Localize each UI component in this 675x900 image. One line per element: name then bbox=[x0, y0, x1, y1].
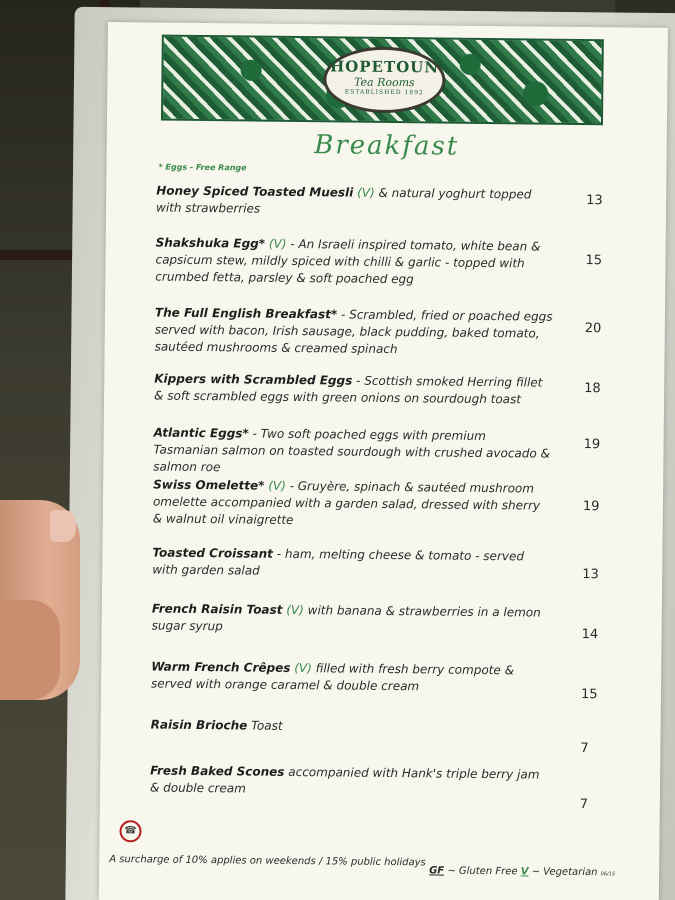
menu-note: * Eggs - Free Range bbox=[158, 162, 247, 173]
item-desc: - ham, melting cheese & tomato - served with garden salad bbox=[152, 546, 525, 578]
item-price: 20 bbox=[584, 321, 602, 337]
item-price: 19 bbox=[582, 499, 600, 515]
logo-name: HOPETOUN bbox=[329, 57, 440, 77]
v-label: ~ Vegetarian bbox=[528, 866, 598, 879]
item-desc: - An Israeli inspired tomato, white bean & capsicum stew, mildly spiced with chilli & garlic - topped with crumbed fetta, parsley & soft poached egg bbox=[155, 236, 541, 287]
gf-key: GF bbox=[429, 865, 445, 877]
item-price: 7 bbox=[579, 796, 589, 813]
item-tag: (V) bbox=[265, 236, 287, 251]
item-desc: - Scrambled, fried or poached eggs served with bacon, Irish sausage, black pudding, baked tomato, sautéed mushrooms & creamed spinach bbox=[154, 307, 553, 357]
item-desc: & natural yoghurt topped with strawberries bbox=[155, 185, 532, 216]
item-name: Kippers with Scrambled Eggs bbox=[154, 371, 353, 388]
version-code: 06/15 bbox=[600, 871, 616, 878]
logo-subtitle: Tea Rooms bbox=[353, 75, 415, 90]
item-name: French Raisin Toast bbox=[151, 601, 283, 617]
menu-item bbox=[150, 762, 550, 800]
item-desc: filled with fresh berry compote & served with orange caramel & double cream bbox=[151, 661, 515, 694]
no-phone-icon: ☎ bbox=[119, 820, 141, 842]
item-price: 13 bbox=[582, 566, 599, 583]
menu-item bbox=[153, 476, 554, 531]
dietary-legend bbox=[429, 865, 615, 878]
menu-item bbox=[151, 716, 551, 737]
item-desc: Toast bbox=[247, 718, 283, 733]
menu-item bbox=[155, 235, 556, 290]
item-tag: (V) bbox=[353, 185, 375, 200]
banner bbox=[161, 35, 604, 126]
menu-item bbox=[153, 425, 554, 480]
item-desc: with banana & strawberries in a lemon sugar syrup bbox=[151, 603, 541, 634]
item-price: 15 bbox=[580, 686, 598, 703]
item-name: Atlantic Eggs* bbox=[153, 425, 249, 441]
menu-item bbox=[154, 371, 554, 409]
menu-title: Breakfast bbox=[314, 130, 460, 162]
item-name: The Full English Breakfast* bbox=[154, 305, 338, 322]
item-tag: (V) bbox=[264, 478, 286, 493]
item-tag: (V) bbox=[290, 660, 312, 676]
item-name: Honey Spiced Toasted Muesli bbox=[156, 183, 354, 200]
menu-item bbox=[152, 544, 552, 582]
gf-label: ~ Gluten Free bbox=[444, 865, 521, 878]
item-name: Shakshuka Egg* bbox=[155, 235, 266, 251]
item-price: 15 bbox=[585, 253, 603, 269]
menu-item bbox=[151, 658, 551, 696]
item-price: 7 bbox=[580, 740, 589, 757]
item-desc: accompanied with Hank's triple berry jam & double cream bbox=[149, 764, 540, 796]
menu-item bbox=[155, 305, 556, 360]
item-price: 14 bbox=[581, 626, 599, 643]
item-name: Swiss Omelette* bbox=[153, 477, 265, 493]
menu-item bbox=[156, 183, 556, 221]
hand-finger bbox=[0, 600, 60, 700]
item-desc: - Scottish smoked Herring fillet & soft scrambled eggs with green onions on sourdough toast bbox=[154, 373, 543, 407]
item-tag: (V) bbox=[282, 602, 304, 618]
logo-established: ESTABLISHED 1892 bbox=[344, 88, 424, 97]
item-price: 13 bbox=[586, 193, 603, 209]
item-name: Raisin Brioche bbox=[150, 717, 248, 733]
item-price: 18 bbox=[584, 381, 601, 397]
surcharge-note: A surcharge of 10% applies on weekends / 15% public holidays bbox=[109, 854, 426, 869]
logo bbox=[323, 46, 446, 113]
thumbnail bbox=[50, 510, 76, 542]
item-name: Fresh Baked Scones bbox=[150, 763, 285, 779]
item-name: Warm French Crêpes bbox=[151, 659, 291, 675]
item-desc: - Gruyère, spinach & sautéed mushroom omelette accompanied with a garden salad, dressed with sherry & walnut oil vinaigrette bbox=[152, 478, 541, 527]
item-desc: - Two soft poached eggs with premium Tasmanian salmon on toasted sourdough with crushed avocado & salmon roe bbox=[153, 426, 551, 475]
menu-card bbox=[99, 22, 668, 900]
v-key: V bbox=[520, 866, 529, 878]
item-price: 19 bbox=[583, 437, 601, 453]
item-name: Toasted Croissant bbox=[152, 545, 274, 561]
menu-item bbox=[152, 600, 552, 638]
